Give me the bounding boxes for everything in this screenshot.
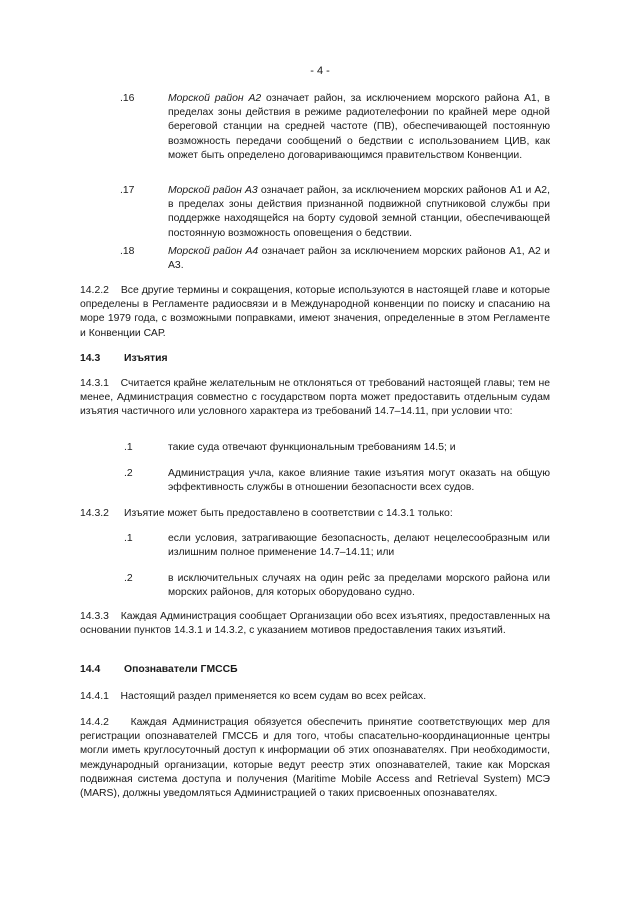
section-title: Опознаватели ГМССБ <box>124 664 238 675</box>
paragraph-number: 14.3.1 <box>80 378 109 389</box>
definition-text: означает район, за исключением морского района А1, в пределах зоны действия в режиме радиотелефонии по крайней мере одной береговой станции на средней частоте (ПВ), обеспечивающей постоянную возможность передачи сообщений о бедствии с использованием ЦИВ, как может быть определено договаривающимся правительством Конвенции. <box>168 93 550 161</box>
definition-text: означает район за исключением морских районов А1, А2 и А3. <box>168 246 550 272</box>
definition-term: Морской район А2 <box>168 93 262 104</box>
list-item-text: такие суда отвечают функциональным требованиям 14.5; и <box>168 442 456 453</box>
paragraph-text: Настоящий раздел применяется ко всем судам во всех рейсах. <box>120 691 427 702</box>
list-item-number: .1 <box>124 442 133 453</box>
section-title: Изъятия <box>124 353 168 364</box>
paragraph-14-4-1 <box>80 690 550 704</box>
section-number: 14.4 <box>80 664 101 675</box>
paragraph-text: Каждая Администрация обязуется обеспечить принятие соответствующих мер для регистрации опознавателей ГМССБ и для того, чтобы спасательно-координационные центры могли иметь круглосуточный доступ к информации об этих опознавателях. При необходимости, международный организации, которые ведут реестр этих опознавателей, такие как Морская подвижная система доступа и получения (Maritime Mobile Access and Retrieval System) МСЭ (MARS), должны уведомляться Администрацией о таких присвоенных опознавателях. <box>80 717 550 800</box>
list-item-text: в исключительных случаях на один рейс за пределами морского района или морских районов, для которых оборудовано судно. <box>168 573 550 599</box>
paragraph-14-3-1 <box>80 377 550 420</box>
page-number: - 4 - <box>310 65 330 77</box>
list-item-number: .2 <box>124 468 133 479</box>
paragraph-14-2-2 <box>80 284 550 341</box>
definition-text: означает район, за исключением морских районов А1 и А2, в пределах зоны действия признанной подвижной спутниковой службы при поддержке находящейся на борту судовой земной станции, обеспечивающей постоянную возможность оповещения о бедствии. <box>168 185 550 239</box>
definition-item <box>168 184 550 241</box>
definition-number: .16 <box>120 93 135 104</box>
paragraph-text: Каждая Администрация сообщает Организации обо всех изъятиях, предоставленных на основании пунктов 14.3.1 и 14.3.2, с указанием мотивов предоставления таких изъятий. <box>80 611 550 637</box>
list-item-text: Администрация учла, какое влияние такие изъятия могут оказать на общую эффективность службы в отношении безопасности всех судов. <box>168 468 550 494</box>
paragraph-text: Все другие термины и сокращения, которые используются в настоящей главе и которые определены в Регламенте радиосвязи и в Международной конвенции по поиску и спасанию на море 1979 года, с возможными поправками, имеют значения, определенные в этом Регламенте и Конвенции САР. <box>80 285 550 339</box>
paragraph-number: 14.4.1 <box>80 691 109 702</box>
definition-number: .17 <box>120 185 135 196</box>
paragraph-14-3-3 <box>80 610 550 638</box>
definition-term: Морской район А4 <box>168 246 259 257</box>
paragraph-text: Изъятие может быть предоставлено в соответствии с 14.3.1 только: <box>124 508 453 519</box>
list-item-number: .2 <box>124 573 133 584</box>
paragraph-text: Считается крайне желательным не отклоняться от требований настоящей главы; тем не менее, Администрация совместно с государством порта может предоставить отдельным судам изъятия частичного или условного характера из требований 14.7–14.11, при условии что: <box>80 378 550 418</box>
paragraph-number: 14.3.2 <box>80 508 109 519</box>
list-item-text: если условия, затрагивающие безопасность, делают нецелесообразным или излишним полное применение 14.7–14.11; или <box>168 533 550 559</box>
paragraph-number: 14.3.3 <box>80 611 109 622</box>
paragraph-number: 14.4.2 <box>80 717 109 728</box>
definition-term: Морской район А3 <box>168 185 258 196</box>
definition-item <box>168 92 550 163</box>
paragraph-14-4-2 <box>80 716 550 801</box>
list-item-number: .1 <box>124 533 133 544</box>
section-number: 14.3 <box>80 353 101 364</box>
definition-item <box>168 245 550 273</box>
definition-number: .18 <box>120 246 135 257</box>
paragraph-number: 14.2.2 <box>80 285 109 296</box>
